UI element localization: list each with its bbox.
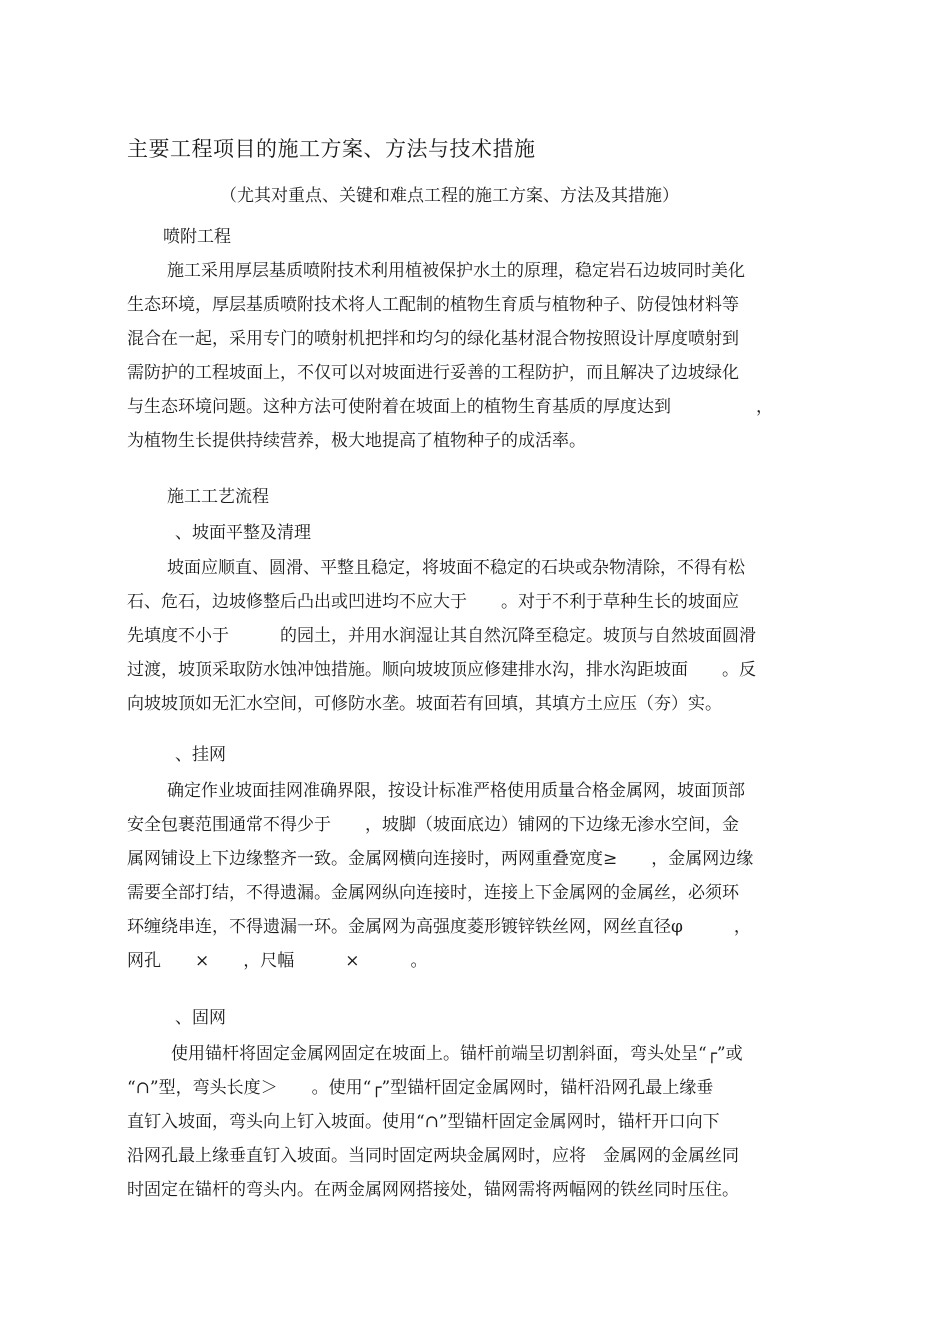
paragraph-line: 安全包裹范围通常不得少于 ，坡脚（坡面底边）铺网的下边缘无渗水空间，金 bbox=[127, 815, 739, 835]
paragraph-line: 确定作业坡面挂网准确界限，按设计标准严格使用质量合格金属网，坡面顶部 bbox=[167, 781, 745, 801]
paragraph-line: 环缠绕串连，不得遗漏一环。金属网为高强度菱形镀锌铁丝网，网丝直径φ ， bbox=[127, 917, 751, 937]
paragraph-line: 过渡，坡顶采取防水蚀冲蚀措施。顺向坡坡顶应修建排水沟，排水沟距坡面 。反 bbox=[127, 660, 756, 680]
step2-heading: 、挂网 bbox=[175, 745, 226, 765]
paragraph-line: “∩”型，弯头长度＞ 。使用“┌”型锚杆固定金属网时，锚杆沿网孔最上缘垂 bbox=[127, 1078, 714, 1098]
step1-heading: 、坡面平整及清理 bbox=[175, 523, 311, 543]
process-heading: 施工工艺流程 bbox=[167, 487, 269, 507]
paragraph-line: 坡面应顺直、圆滑、平整且稳定，将坡面不稳定的石块或杂物清除，不得有松 bbox=[167, 558, 745, 578]
step3-paragraph bbox=[127, 1037, 827, 1213]
paragraph-line: 使用锚杆将固定金属网固定在坡面上。锚杆前端呈切割斜面，弯头处呈“┌”或 bbox=[171, 1044, 743, 1064]
intro-paragraph bbox=[127, 254, 827, 464]
paragraph-line: 为植物生长提供持续营养，极大地提高了植物种子的成活率。 bbox=[127, 431, 586, 451]
step3-heading: 、固网 bbox=[175, 1008, 226, 1028]
paragraph-line: 与生态环境问题。这种方法可使附着在坡面上的植物生育基质的厚度达到 ， bbox=[127, 397, 773, 417]
paragraph-line: 施工采用厚层基质喷附技术利用植被保护水土的原理，稳定岩石边坡同时美化 bbox=[167, 261, 745, 281]
paragraph-line: 向坡坡顶如无汇水空间，可修防水垄。坡面若有回填，其填方土应压（夯）实。 bbox=[127, 694, 722, 714]
paragraph-line: 直钉入坡面，弯头向上钉入坡面。使用“∩”型锚杆固定金属网时，锚杆开口向下 bbox=[127, 1112, 720, 1132]
paragraph-line: 混合在一起，采用专门的喷射机把拌和均匀的绿化基材混合物按照设计厚度喷射到 bbox=[127, 329, 739, 349]
step2-paragraph bbox=[127, 774, 827, 984]
document-subtitle: （尤其对重点、关键和难点工程的施工方案、方法及其措施） bbox=[220, 186, 679, 206]
paragraph-line: 需防护的工程坡面上，不仅可以对坡面进行妥善的工程防护，而且解决了边坡绿化 bbox=[127, 363, 739, 383]
paragraph-line: 属网铺设上下边缘整齐一致。金属网横向连接时，两网重叠宽度≥ ，金属网边缘 bbox=[127, 849, 754, 869]
paragraph-line: 沿网孔最上缘垂直钉入坡面。当同时固定两块金属网时，应将 金属网的金属丝同 bbox=[127, 1146, 739, 1166]
paragraph-line: 时固定在锚杆的弯头内。在两金属网网搭接处，锚网需将两幅网的铁丝同时压住。 bbox=[127, 1180, 739, 1200]
document-title: 主要工程项目的施工方案、方法与技术措施 bbox=[127, 137, 536, 161]
paragraph-line: 石、危石，边坡修整后凸出或凹进均不应大于 。对于不利于草种生长的坡面应 bbox=[127, 592, 739, 612]
paragraph-line: 生态环境，厚层基质喷附技术将人工配制的植物生育质与植物种子、防侵蚀材料等 bbox=[127, 295, 739, 315]
step1-paragraph bbox=[127, 551, 827, 727]
paragraph-line: 网孔 × ，尺幅 × 。 bbox=[127, 951, 428, 971]
paragraph-line: 先填度不小于 的园土，并用水润湿让其自然沉降至稳定。坡顶与自然坡面圆滑 bbox=[127, 626, 756, 646]
section-heading-spray: 喷附工程 bbox=[163, 227, 231, 247]
paragraph-line: 需要全部打结，不得遗漏。金属网纵向连接时，连接上下金属网的金属丝，必须环 bbox=[127, 883, 739, 903]
